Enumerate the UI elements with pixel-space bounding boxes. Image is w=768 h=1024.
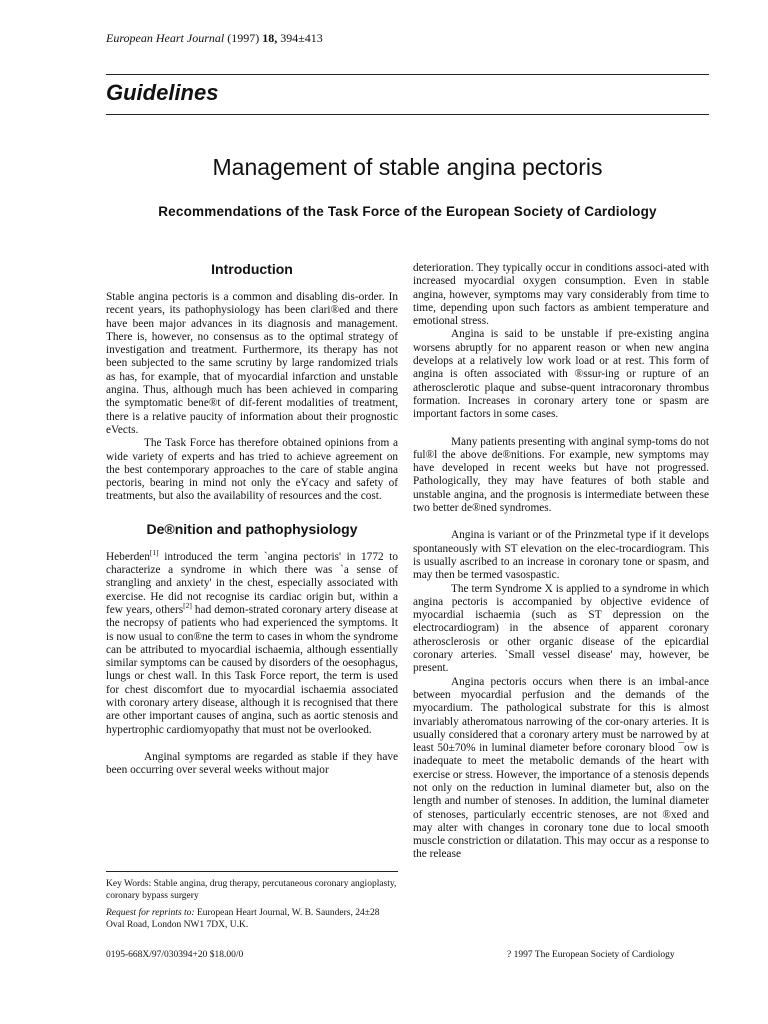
journal-year: (1997): [227, 31, 260, 45]
footer-copyright: ? 1997 The European Society of Cardiology: [507, 950, 675, 960]
right-paragraph-1: deterioration. They typically occur in conditions associ-ated with increased myocardial oxygen consumption. Even in stable angina, however, symptoms may vary considerably from time to time, depending upon such factors as ambient temperature and emotional stress.: [413, 262, 709, 328]
reference-1: [1]: [149, 547, 159, 557]
right-paragraph-6: Angina pectoris occurs when there is an imbal-ance between myocardial perfusion and the demands of the myocardium. The pathological substrate for this is almost invariably atheromatous narrowing of the cor-onary arteries. It is usually considered that a coronary artery must be narrowed by at least 50±70% in luminal diameter before coronary blood ¯ow is inadequate to meet the metabolic demands of the heart with exercise or stress. However, the importance of a stenosis depends not only on the reduction in luminal diameter but, also on the length and number of stenoses. In addition, the luminal diameter of stenoses, particularly eccentric stenoses, are not ®xed and may alter with changes in coronary tone due to local smooth muscle constriction or dilatation. This may occur as a response to the release: [413, 675, 709, 861]
reprints-label: Request for reprints to:: [106, 908, 195, 918]
reference-2: [2]: [183, 601, 192, 611]
definition-paragraph-1: [106, 547, 398, 737]
right-paragraph-2: Angina is said to be unstable if pre-existing angina worsens abruptly for no apparent reason or when new angina develops at a relatively low work load or at rest. This form of angina is often associated with ®ssur-ing or rupture of an atherosclerotic plaque and subse-quent intracoronary thrombus formation. Increases in coronary artery tone or spasm are important factors in some cases.: [413, 328, 709, 421]
footnote-rule: [106, 871, 398, 872]
article-subtitle: Recommendations of the Task Force of the European Society of Cardiology: [158, 204, 657, 219]
definition-text-a: Heberden: [106, 550, 150, 563]
journal-name: European Heart Journal: [106, 31, 225, 45]
article-title: Management of stable angina pectoris: [212, 154, 603, 180]
right-column: [413, 262, 709, 862]
running-head: [106, 31, 323, 46]
left-column: [106, 260, 398, 778]
reprints-address: European Heart Journal, W. B. Saunders, 24±28 Oval Road, London NW1 7DX, U.K.: [106, 908, 380, 930]
header-rule-bottom: [106, 114, 709, 115]
keywords-footnote: Key Words: Stable angina, drug therapy, percutaneous coronary angioplasty, coronary bypass surgery: [106, 879, 397, 901]
intro-paragraph-2: The Task Force has therefore obtained opinions from a wide variety of experts and has tried to achieve agreement on the best contemporary approaches to the care of stable angina pectoris, bearing in mind not only the eYcacy and safety of treatments, but also the availability of resources and the cost.: [106, 437, 398, 503]
right-paragraph-3: Many patients presenting with anginal symp-toms do not ful®l the above de®nitions. For example, new symptoms may have developed in recent weeks but have not progressed. Pathologically, they may have features of both stable and unstable angina, and the prognosis is intermediate between these two better de®ned syndromes.: [413, 435, 709, 515]
introduction-heading: Introduction: [211, 261, 293, 277]
definition-heading: De®nition and pathophysiology: [146, 520, 358, 537]
section-label: Guidelines: [106, 80, 219, 105]
header-rule-top: [106, 74, 709, 75]
intro-paragraph-1: Stable angina pectoris is a common and disabling dis-order. In recent years, its pathophysiology has been clari®ed and there have been major advances in its diagnosis and management. There is, however, no consensus as to the optimal strategy of investigation and treatment. Furthermore, its therapy has not been subjected to the same scrutiny by large randomized trials as has, for example, that of myocardial infarction and unstable angina. Thus, although much has been achieved in comparing the symptomatic bene®t of dif-ferent modalities of treatment, there is a relative paucity of information about their prognostic eVects.: [106, 291, 398, 436]
footer-code: 0195-668X/97/030394+20 $18.00/0: [106, 950, 244, 960]
definition-text-b: introduced the term `angina pectoris' in 1772 to characterize a syndrome in which there was `a sense of strangling and anxiety' in the chest, especially associated with exercise. He did not recognise its cardiac origin but, within a few years, others: [106, 550, 398, 616]
journal-pages: 394±413: [280, 31, 323, 45]
journal-volume: 18,: [262, 31, 278, 45]
reprints-footnote: [106, 907, 398, 931]
right-paragraph-4: Angina is variant or of the Prinzmetal type if it develops spontaneously with ST elevation on the elec-trocardiogram. This is usually ascribed to an increase in coronary tone or spasm, and may then be termed vasospastic.: [413, 529, 709, 582]
definition-text-c: had demon-strated coronary artery disease at the necropsy of patients who had experienced the symptoms. It is now usual to con®ne the term to cases in whom the syndrome can be attributed to myocardial ischaemia, although essentially similar symptoms can be caused by disorders of the oesophagus, lungs or chest wall. In this Task Force report, the term is used for chest discomfort due to myocardial ischaemia associated with coronary artery disease, although it is recognised that there are other important causes of angina, such as aortic stenosis and hypertrophic cardiomyopathy that must not be overlooked.: [106, 603, 398, 736]
definition-paragraph-2: Anginal symptoms are regarded as stable if they have been occurring over several weeks without major: [106, 750, 398, 777]
right-paragraph-5: The term Syndrome X is applied to a syndrome in which angina pectoris is accompanied by objective evidence of myocardial ischaemia (such as ST depression on the electrocardiogram) in the absence of apparent coronary atherosclerosis or other organic disease of the epicardial coronary arteries. `Small vessel disease' may, however, be present.: [413, 582, 709, 675]
